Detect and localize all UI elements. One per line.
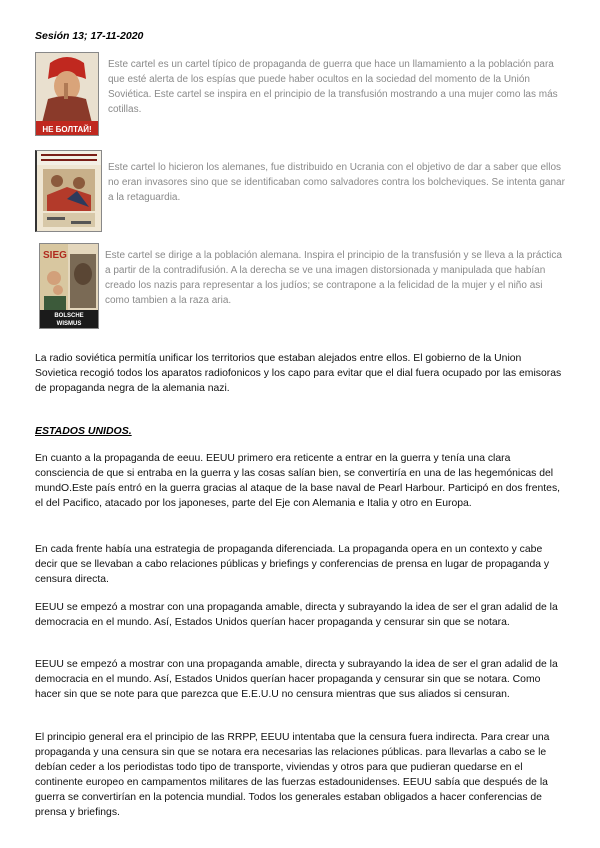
poster-3-caption-3: WISMUS	[56, 321, 82, 327]
poster-ukraine-illustration	[37, 151, 101, 231]
eeuu-paragraph-3: EEUU se empezó a mostrar con una propaganda amable, directa y subrayando la idea de ser el gran adalid de la democracia en el mundo. Así, Estados Unidos querían hacer propaganda y censurar sin que se notara.	[35, 602, 558, 628]
session-title: Sesión 13; 17-11-2020	[35, 30, 144, 42]
poster-image-sieg	[39, 243, 99, 329]
poster-row-3	[35, 243, 565, 329]
eeuu-paragraph-1: En cuanto a la propaganda de eeuu. EEUU primero era reticente a entrar en la guerra y tenía una clara consciencia de que si entraba en la guerra y las cosas salían bien, se convertiría en una de las hegemónicas del mundO.Este país entró en la guerra gracias al ataque de la base naval de Pearl Harbour. Participó en dos frentes, el del Pacifico, atacado por los japoneses, parte del Eje con Alemania e Italia y otro en Europa.	[35, 453, 561, 509]
poster-ne-boltai-illustration	[36, 53, 98, 135]
poster-image-ukraine	[35, 150, 102, 232]
eeuu-paragraph-2: En cada frente había una estrategia de propaganda diferenciada. La propaganda opera en un contexto y cabe decir que se llevaban a cabo relaciones públicas y briefings y conferencias de prensa en lugar de propaganda y censura directa.	[35, 544, 550, 585]
poster-3-caption: SIEG	[43, 250, 67, 261]
radio-paragraph: La radio soviética permitía unificar los territorios que estaban alejados entre ellos. El gobierno de la Union Sovietica recogió todos los aparatos radiofonicos y los capo para evitar que el dial fuera ocupado por las emisoras de propaganda negra de la alemania nazi.	[35, 353, 562, 394]
poster-sieg-illustration	[40, 244, 98, 328]
poster-row-1	[35, 52, 565, 134]
poster-row-2	[35, 150, 565, 232]
eeuu-paragraph-4: EEUU se empezó a mostrar con una propaganda amable, directa y subrayando la idea de ser el gran adalid de la democracia en el mundo. Así, Estados Unidos querían hacer propaganda y censurar sin que se notara. Como hacer sin que se note para que parezca que E.E.U.U no censura mientras que sus aliados si censuran.	[35, 659, 558, 700]
poster-3-caption-2: BOLSCHE	[54, 313, 84, 319]
poster-1-description: Este cartel es un cartel típico de propaganda de guerra que hace un llamamiento a la población para que esté alerta de los espías que puede haber ocultos en la sociedad del momento de la Unión Soviética. Este cartel se inspira en el principio de la transfusión mostrando a una mujer como las más cotillas.	[108, 59, 558, 115]
poster-1-caption: НЕ БОЛТАЙ!	[42, 125, 92, 134]
poster-2-description: Este cartel lo hicieron los alemanes, fue distribuido en Ucrania con el objetivo de dar a saber que ellos no eran invasores sino que se identificaban como salvadores contra los bolcheviques. Se intenta ganar a la retaguardia.	[108, 162, 565, 203]
eeuu-paragraph-5: El principio general era el principio de las RRPP, EEUU intentaba que la censura fuera indirecta. Para crear una propaganda y una censura sin que se notara era necesarias las relaciones públicas. para llevarlas a cabo se le debían ceder a los periodistas todo tipo de transporte, viviendas y otros para que pudieran quedarse en el continente europeo en campamentos militares de las fuerzas estadounidenses. EEUU sabía que después de la guerra se convertirían en la potencia mundial. Todos los generales estaban obligados a hacer conferencias de prensa y briefings.	[35, 732, 550, 818]
poster-image-ne-boltai	[35, 52, 99, 136]
poster-3-description: Este cartel se dirige a la población alemana. Inspira el principio de la transfusión y se lleva a la práctica a partir de la contradifusión. A la derecha se ve una imagen distorsionada y manipulada que habían creado los nazis para representar a los judíos; se contrapone a la felicidad de la mujer y el niño asi como tambien a la raza aria.	[105, 250, 562, 306]
section-heading-estados-unidos: ESTADOS UNIDOS.	[35, 425, 132, 437]
